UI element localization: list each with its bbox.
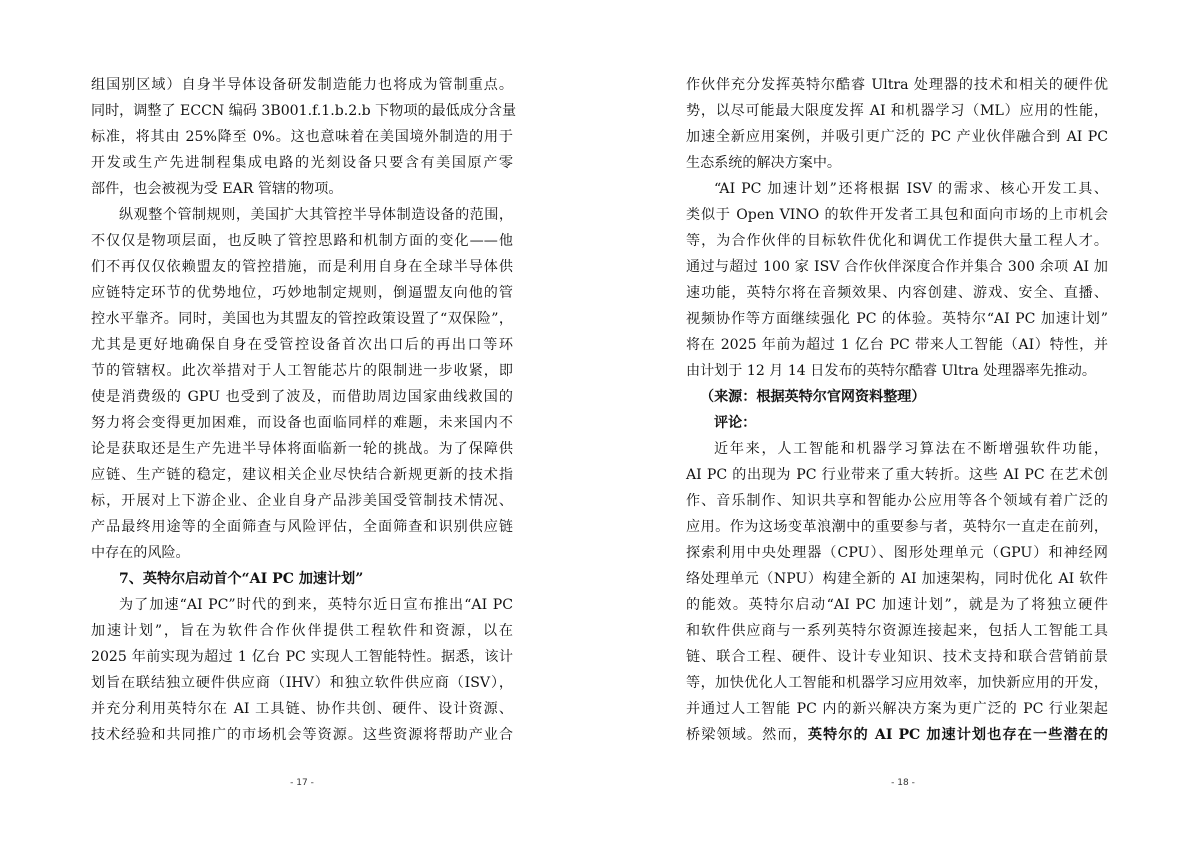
text-line: 探索利用中央处理器（CPU）、图形处理单元（GPU）和神经网: [686, 545, 1108, 561]
text-line: AI PC 的出现为 PC 行业带来了重大转折。这些 AI PC 在艺术创: [686, 467, 1108, 483]
text-line: 并通过人工智能 PC 内的新兴解决方案为更广泛的 PC 行业架起: [686, 701, 1108, 717]
text-line: 生态系统的解决方案中。: [686, 155, 842, 171]
text-line: 作、音乐制作、知识共享和智能办公应用等各个领域有着广泛的: [686, 493, 1108, 509]
text-line: 视频协作等方面继续强化 PC 的体验。英特尔“AI PC 加速计划”: [686, 311, 1108, 327]
text-line: 由计划于 12 月 14 日发布的英特尔酷睿 Ultra 处理器率先推动。: [686, 363, 1096, 379]
text-line: 和软件供应商与一系列英特尔资源连接起来，包括人工智能工具: [686, 623, 1108, 639]
text-line: 同时，调整了 ECCN 编码 3B001.f.1.b.2.b 下物项的最低成分含量: [91, 103, 517, 119]
text-line: 等，为合作伙伴的目标软件优化和调优工作提供大量工程人才。: [686, 233, 1108, 249]
text-line: 不仅仅是物项层面，也反映了管控思路和机制方面的变化——他: [91, 233, 513, 249]
text-line: 组国别区域）自身半导体设备研发制造能力也将成为管制重点。: [91, 77, 513, 93]
right-page: [686, 72, 1108, 748]
text-line: 开发或生产先进制程集成电路的光刻设备只要含有美国原产零: [91, 155, 513, 171]
text-line: （来源：根据英特尔官网资料整理）: [700, 389, 926, 405]
text-line: 应链、生产链的稳定，建议相关企业尽快结合新规更新的技术指: [91, 467, 513, 483]
text-line: 速功能，英特尔将在音频效果、内容创建、游戏、安全、直播、: [686, 285, 1108, 301]
text-line: 划旨在联结独立硬件供应商（IHV）和独立软件供应商（ISV），: [91, 675, 513, 691]
text-line: 尤其是更好地确保自身在受管控设备首次出口后的再出口等环: [91, 337, 513, 353]
text-line: 并充分利用英特尔在 AI 工具链、协作共创、硬件、设计资源、: [91, 701, 513, 717]
final-line-plain: 桥梁领域。然而，: [686, 727, 808, 743]
text-line: 链、联合工程、硬件、设计专业知识、技术支持和联合营销前景: [686, 649, 1108, 665]
text-line: 评论：: [714, 415, 757, 431]
text-line-final: [686, 722, 1108, 748]
text-line: 标，开展对上下游企业、企业自身产品涉美国受管制技术情况、: [91, 493, 513, 509]
text-line: 7、英特尔启动首个“AI PC 加速计划”: [119, 571, 364, 587]
text-line: 应用。作为这场变革浪潮中的重要参与者，英特尔一直走在前列，: [686, 519, 1108, 535]
text-line: 的能效。英特尔启动“AI PC 加速计划”，就是为了将独立硬件: [686, 597, 1108, 613]
text-line: 等，加快优化人工智能和机器学习应用效率，加快新应用的开发，: [686, 675, 1108, 691]
text-line: 2025 年前实现为超过 1 亿台 PC 实现人工智能特性。据悉，该计: [91, 649, 513, 665]
left-page: [91, 72, 517, 748]
page-number-17: - 17 -: [290, 778, 314, 788]
text-line: 将在 2025 年前为超过 1 亿台 PC 带来人工智能（AI）特性，并: [686, 337, 1108, 353]
right-page-body: [686, 72, 1108, 722]
text-line: 络处理单元（NPU）构建全新的 AI 加速架构，同时优化 AI 软件: [686, 571, 1108, 587]
text-line: 类似于 Open VINO 的软件开发者工具包和面向市场的上市机会: [686, 207, 1108, 223]
text-line: 应链特定环节的优势地位，巧妙地制定规则，倒逼盟友向他的管: [91, 285, 513, 301]
text-line: 势，以尽可能最大限度发挥 AI 和机器学习（ML）应用的性能，: [686, 103, 1108, 119]
text-line: 们不再仅仅依赖盟友的管控措施，而是利用自身在全球半导体供: [91, 259, 513, 275]
text-line: “AI PC 加速计划”还将根据 ISV 的需求、核心开发工具、: [714, 181, 1108, 197]
text-line: 产品最终用途等的全面筛查与风险评估，全面筛查和识别供应链: [91, 519, 513, 535]
text-line: 中存在的风险。: [91, 545, 190, 561]
text-line: 近年来，人工智能和机器学习算法在不断增强软件功能，: [714, 441, 1108, 457]
text-line: 标准，将其由 25%降至 0%。这也意味着在美国境外制造的用于: [91, 129, 513, 145]
text-line: 纵观整个管制规则，美国扩大其管控半导体制造设备的范围，: [119, 207, 513, 223]
text-line: 加速全新应用案例，并吸引更广泛的 PC 产业伙伴融合到 AI PC: [686, 129, 1108, 145]
text-line: 加速计划”，旨在为软件合作伙伴提供工程软件和资源，以在: [91, 623, 513, 639]
text-line: 使是消费级的 GPU 也受到了波及，而借助周边国家曲线救国的: [91, 389, 513, 405]
text-line: 为了加速“AI PC”时代的到来，英特尔近日宣布推出“AI PC: [119, 597, 513, 613]
text-line: 通过与超过 100 家 ISV 合作伙伴深度合作并集合 300 余项 AI 加: [686, 259, 1108, 275]
text-line: 论是获取还是生产先进半导体将面临新一轮的挑战。为了保障供: [91, 441, 513, 457]
text-line: 节的管辖权。此次举措对于人工智能芯片的限制进一步收紧，即: [91, 363, 513, 379]
final-line-bold: 英特尔的 AI PC 加速计划也存在一些潜在的: [807, 727, 1109, 743]
page-number-18: - 18 -: [891, 778, 915, 788]
text-line: 控水平靠齐。同时，美国也为其盟友的管控政策设置了“双保险”，: [91, 311, 513, 327]
text-line: 作伙伴充分发挥英特尔酷睿 Ultra 处理器的技术和相关的硬件优: [686, 77, 1108, 93]
text-line: 部件，也会被视为受 EAR 管辖的物项。: [91, 181, 343, 197]
text-line: 技术经验和共同推广的市场机会等资源。这些资源将帮助产业合: [91, 727, 513, 743]
text-line: 努力将会变得更加困难，而设备也面临同样的难题，未来国内不: [91, 415, 513, 431]
